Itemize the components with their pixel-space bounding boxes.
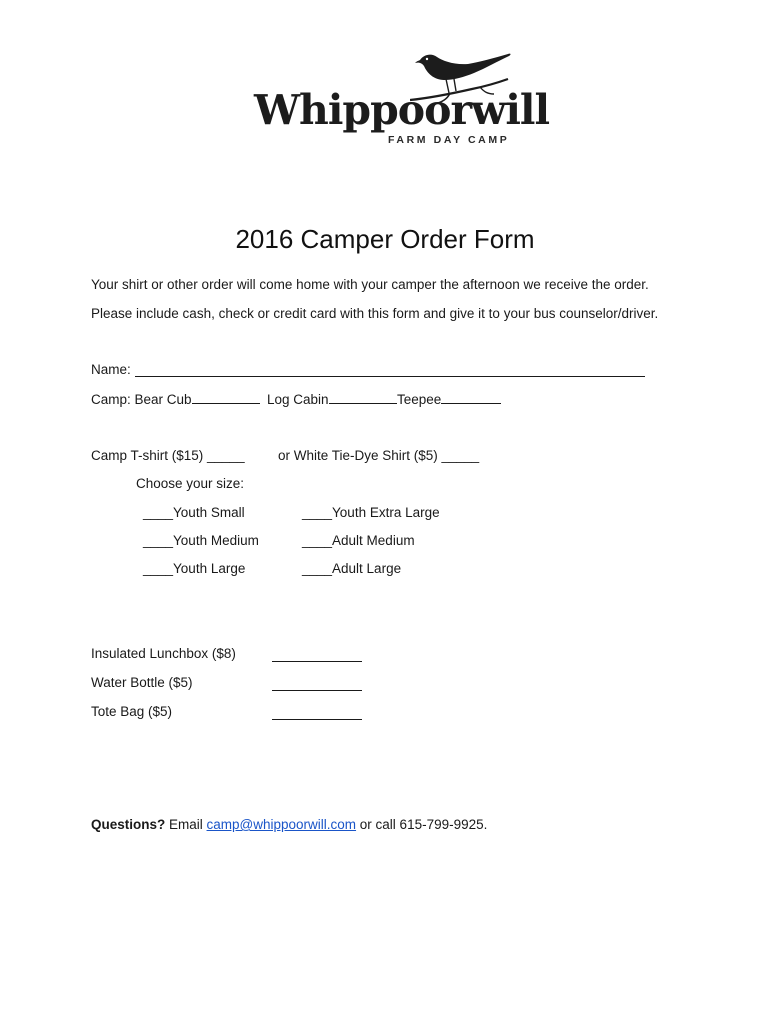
camp-option-teepee: Teepee: [397, 392, 442, 407]
intro-line-1: Your shirt or other order will come home with your camper the afternoon we receive the order.: [91, 277, 649, 292]
tie-dye-shirt-line[interactable]: or White Tie-Dye Shirt ($5) _____: [278, 448, 480, 463]
name-label: Name:: [91, 362, 131, 377]
name-field[interactable]: [135, 376, 645, 377]
item-water-bottle-field[interactable]: [272, 690, 362, 691]
phone-text: or call 615-799-9925.: [356, 817, 488, 832]
item-lunchbox-field[interactable]: [272, 661, 362, 662]
item-water-bottle-label: Water Bottle ($5): [91, 675, 193, 690]
email-link[interactable]: camp@whippoorwill.com: [206, 817, 357, 832]
camp-tshirt-line[interactable]: Camp T-shirt ($15) _____: [91, 448, 245, 463]
camp-label: Camp:: [91, 392, 131, 407]
choose-size-label: Choose your size:: [136, 476, 245, 491]
size-youth-medium[interactable]: ____Youth Medium: [143, 533, 259, 548]
camp-option-log-cabin: Log Cabin: [267, 392, 329, 407]
camp-log-cabin: [267, 390, 397, 409]
item-tote-bag-label: Tote Bag ($5): [91, 704, 173, 719]
size-youth-large[interactable]: ____Youth Large: [143, 561, 246, 576]
bear-cub-blank[interactable]: [192, 390, 260, 404]
logo-tagline: FARM DAY CAMP: [388, 134, 510, 146]
camp-row: [91, 390, 260, 409]
intro-line-2: Please include cash, check or credit card with this form and give it to your bus counselor/driver.: [91, 306, 659, 321]
camp-option-bear-cub: Bear Cub: [134, 392, 192, 407]
teepee-blank[interactable]: [441, 390, 501, 404]
size-youth-small[interactable]: ____Youth Small: [143, 505, 245, 520]
questions-label: Questions?: [91, 817, 166, 832]
logo-wordmark: Whippoorwill: [254, 86, 550, 134]
item-lunchbox-label: Insulated Lunchbox ($8): [91, 646, 236, 661]
item-tote-bag-field[interactable]: [272, 719, 362, 720]
questions-line: [91, 816, 487, 834]
camp-logo: [250, 48, 550, 152]
size-youth-extra-large[interactable]: ____Youth Extra Large: [302, 505, 440, 520]
log-cabin-blank[interactable]: [329, 390, 397, 404]
page-title: 2016 Camper Order Form: [235, 224, 535, 254]
email-prefix: Email: [165, 817, 207, 832]
size-adult-large[interactable]: ____Adult Large: [302, 561, 402, 576]
camp-teepee: [397, 390, 501, 409]
size-adult-medium[interactable]: ____Adult Medium: [302, 533, 415, 548]
